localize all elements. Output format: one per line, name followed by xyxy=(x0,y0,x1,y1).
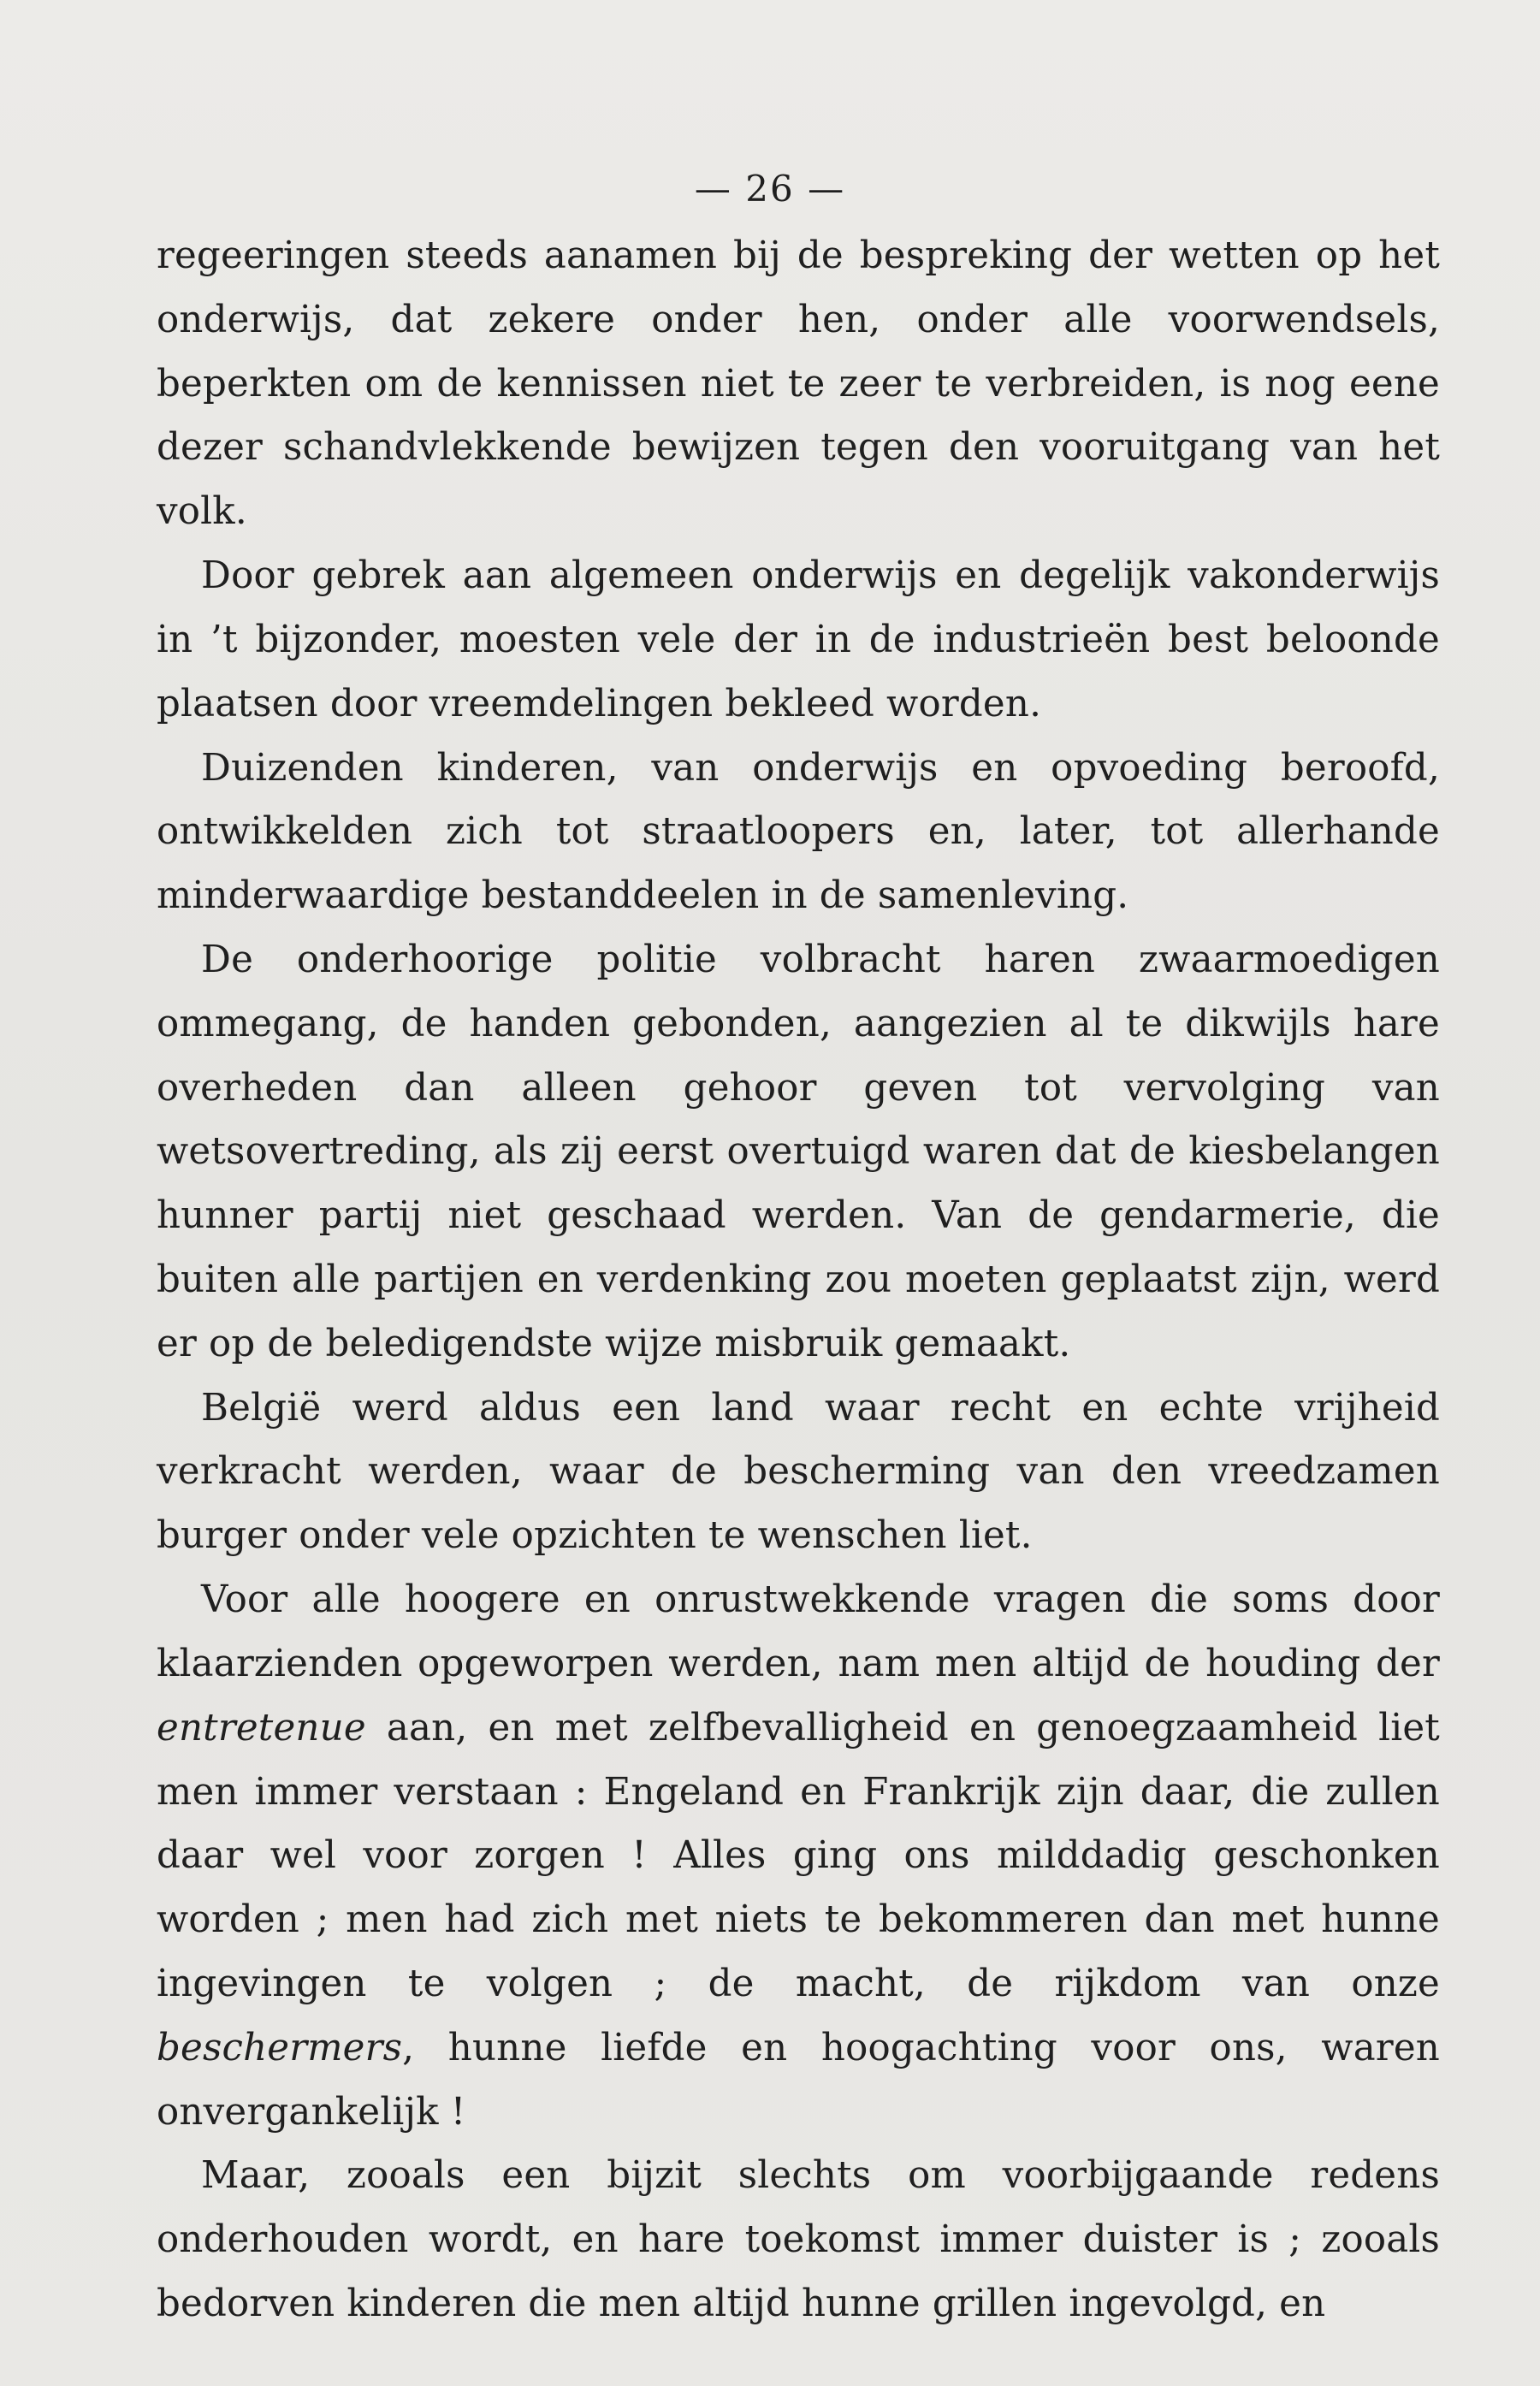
text-segment: aan, en met zelfbevalligheid en genoegzaamheid liet men immer verstaan : Engeland en Frankrijk zijn daar, die zullen daar wel voor zorgen ! Alles ging ons milddadig geschonken worden ; men had zich met niets te bekommeren dan met hunne ingevingen te volgen ; de macht, de rijkdom van onze xyxy=(157,1706,1440,2005)
body-text xyxy=(157,224,1440,2336)
paragraph xyxy=(157,1568,1440,2144)
text-segment: , hunne liefde en hoogachting voor ons, waren onvergankelijk ! xyxy=(157,2026,1440,2134)
paragraph xyxy=(157,928,1440,1377)
text-segment: Door gebrek aan algemeen onderwijs en degelijk vakonderwijs in ’t bijzonder, moesten vele der in de industrieën best beloonde plaatsen door vreemdelingen bekleed worden. xyxy=(157,554,1440,725)
paragraph xyxy=(157,737,1440,928)
paragraph xyxy=(157,2144,1440,2336)
paragraph xyxy=(157,224,1440,544)
italic-text: beschermers xyxy=(157,2026,403,2069)
paragraph xyxy=(157,544,1440,736)
text-segment: Voor alle hoogere en onrustwekkende vragen die soms door klaarzienden opgeworpen werden, nam men altijd de houding der xyxy=(157,1578,1440,1685)
text-segment: België werd aldus een land waar recht en echte vrijheid verkracht werden, waar de bescherming van den vreedzamen burger onder vele opzichten te wenschen liet. xyxy=(157,1386,1440,1558)
text-segment: Duizenden kinderen, van onderwijs en opvoeding beroofd, ontwikkelden zich tot straatloopers en, later, tot allerhande minderwaardige bestanddeelen in de samenleving. xyxy=(157,746,1440,918)
text-segment: regeeringen steeds aanamen bij de bespreking der wetten op het onderwijs, dat zekere onder hen, onder alle voorwendsels, beperkten om de kennissen niet te zeer te verbreiden, is nog eene dezer schandvlekkende bewijzen tegen den vooruitgang van het volk. xyxy=(157,234,1440,534)
italic-text: entretenue xyxy=(157,1706,366,1750)
text-segment: Maar, zooals een bijzit slechts om voorbijgaande redens onderhouden wordt, en hare toekomst immer duister is ; zooals bedorven kinderen die men altijd hunne grillen ingevolgd, en xyxy=(157,2154,1440,2325)
paragraph xyxy=(157,1377,1440,1568)
page-number: — 26 — xyxy=(694,168,846,210)
text-segment: De onderhoorige politie volbracht haren zwaarmoedigen ommegang, de handen gebonden, aangezien al te dikwijls hare overheden dan alleen gehoor geven tot vervolging van wetsovertreding, als zij eerst overtuigd waren dat de kiesbelangen hunner partij niet geschaad werden. Van de gendarmerie, die buiten alle partijen en verdenking zou moeten geplaatst zijn, werd er op de beledigendste wijze misbruik gemaakt. xyxy=(157,938,1440,1365)
